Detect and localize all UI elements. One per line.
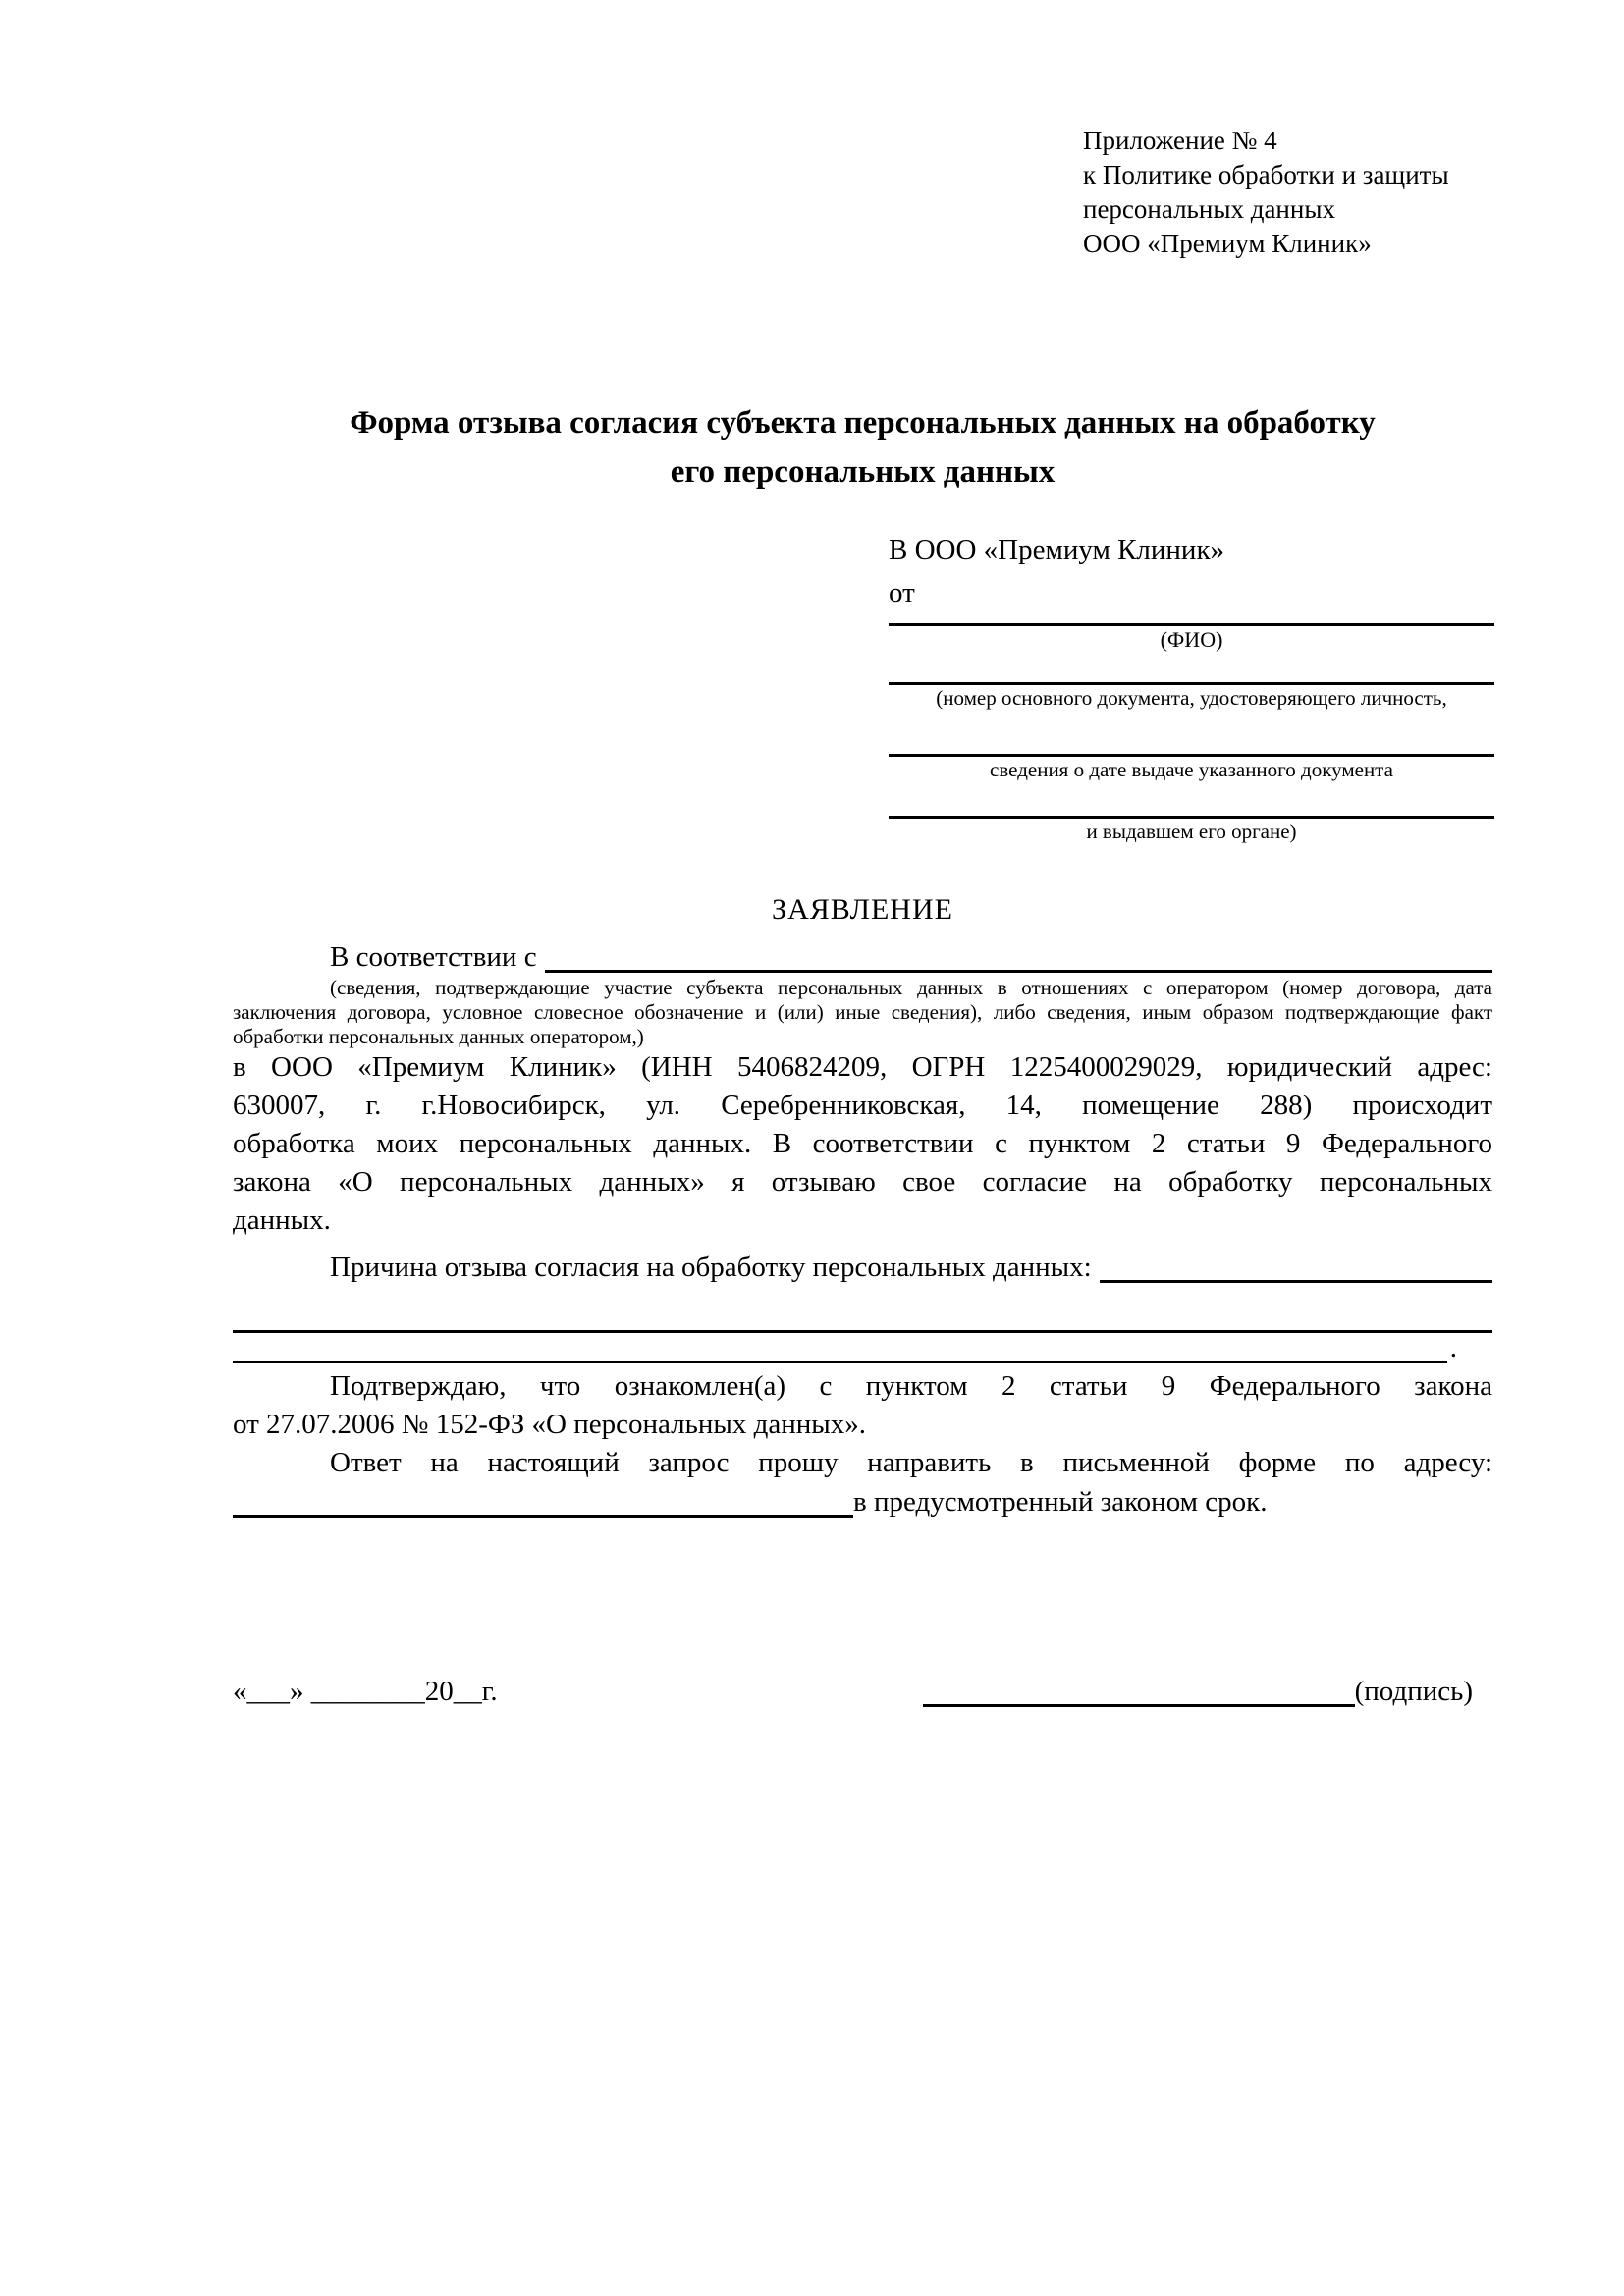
intro-text: В соответствии с bbox=[330, 941, 537, 973]
fine-print bbox=[233, 976, 1492, 1049]
addressee-block bbox=[889, 528, 1494, 844]
addressee-from-label: от bbox=[889, 577, 915, 609]
statement-heading: ЗАЯВЛЕНИЕ bbox=[772, 893, 953, 926]
form-title bbox=[233, 399, 1492, 497]
fine-print-line: (сведения, подтверждающие участие субъекта персональных данных в отношениях с оператором (номер договора, дата bbox=[330, 976, 1492, 999]
document-number-caption: (номер основного документа, удостоверяющего личность, bbox=[936, 686, 1447, 710]
appendix-note-line: к Политике обработки и защиты bbox=[1083, 160, 1449, 189]
line-terminator-period: . bbox=[1449, 1332, 1457, 1363]
appendix-note-line: персональных данных bbox=[1083, 194, 1335, 224]
reply-address-blank-line bbox=[233, 1482, 853, 1518]
statement-body-line: закона «О персональных данных» я отзываю свое согласие на обработку персональных bbox=[233, 1166, 1492, 1198]
reply-address-row bbox=[233, 1482, 1492, 1522]
reason-row bbox=[233, 1248, 1492, 1287]
form-title-line: его персональных данных bbox=[670, 454, 1056, 490]
appendix-note-line: ООО «Премиум Клиник» bbox=[1083, 229, 1372, 258]
reply-request-line: Ответ на настоящий запрос прошу направить в письменной форме по адресу: bbox=[330, 1447, 1492, 1478]
fio-caption: (ФИО) bbox=[1160, 627, 1223, 652]
fine-print-line: заключения договора, условное словесное обозначение и (или) иные сведения), либо сведения, иным образом подтверждающие факт bbox=[233, 1000, 1492, 1024]
statement-body-line: 630007, г. г.Новосибирск, ул. Серебренниковская, 14, помещение 288) происходит bbox=[233, 1090, 1492, 1121]
appendix-note-line: Приложение № 4 bbox=[1083, 126, 1277, 155]
appendix-note bbox=[1083, 124, 1449, 261]
fine-print-line: обработки персональных данных оператором,) bbox=[233, 1025, 644, 1048]
reason-blank-line-3 bbox=[233, 1333, 1492, 1363]
reason-blank-line-3-rule bbox=[233, 1333, 1447, 1363]
issue-date-caption: сведения о дате выдаче указанного документа bbox=[990, 758, 1393, 781]
signature-group bbox=[923, 1672, 1492, 1711]
statement-intro-row bbox=[233, 937, 1492, 977]
addressee-to: В ООО «Премиум Клиник» bbox=[889, 534, 1225, 565]
reason-text: Причина отзыва согласия на обработку персональных данных: bbox=[330, 1252, 1092, 1283]
intro-blank-line bbox=[545, 937, 1492, 973]
reply-suffix-text: в предусмотренный законом срок. bbox=[853, 1486, 1268, 1518]
signature-blank-line bbox=[923, 1672, 1355, 1707]
reason-blank-line-2 bbox=[233, 1295, 1492, 1333]
statement-body-line: обработка моих персональных данных. В соответствии с пунктом 2 статьи 9 Федерального bbox=[233, 1128, 1492, 1159]
confirmation-paragraph bbox=[233, 1367, 1492, 1444]
statement-body-line: в ООО «Премиум Клиник» (ИНН 5406824209, ОГРН 1225400029029, юридический адрес: bbox=[233, 1051, 1492, 1083]
confirmation-line: от 27.07.2006 № 152-ФЗ «О персональных данных». bbox=[233, 1409, 867, 1440]
statement-body bbox=[233, 1048, 1492, 1522]
statement-body-line: данных. bbox=[233, 1204, 331, 1236]
date-blank-template: «___» ________20__г. bbox=[233, 1676, 498, 1707]
form-title-line: Форма отзыва согласия субъекта персональных данных на обработку bbox=[350, 405, 1376, 441]
signature-row bbox=[233, 1672, 1492, 1711]
reason-blank-line bbox=[1100, 1248, 1492, 1283]
signature-caption: (подпись) bbox=[1354, 1676, 1473, 1707]
confirmation-line: Подтверждаю, что ознакомлен(а) с пунктом 2 статьи 9 Федерального закона bbox=[330, 1370, 1492, 1402]
issuing-authority-caption: и выдавшем его органе) bbox=[1086, 820, 1297, 843]
